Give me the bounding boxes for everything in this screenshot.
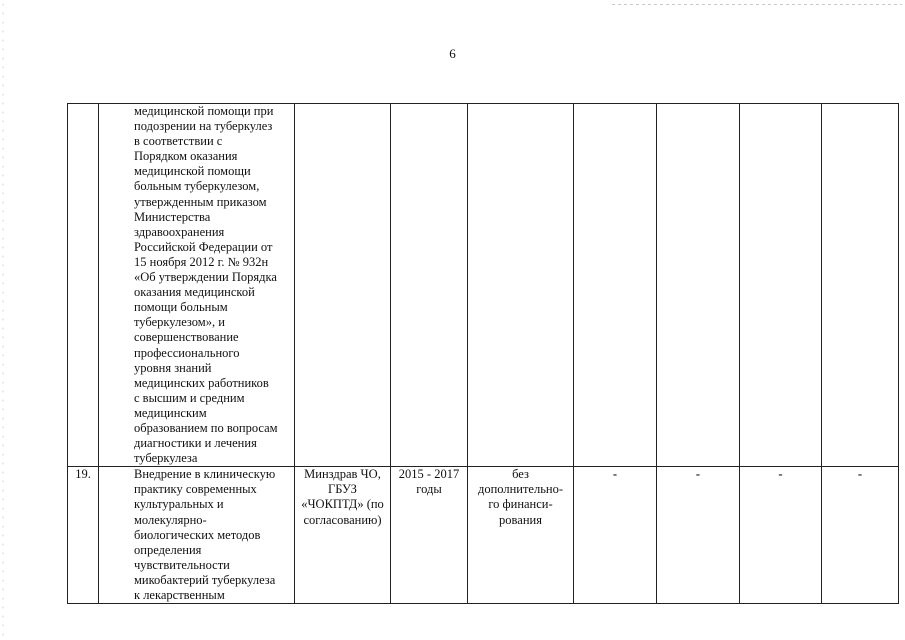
table-row — [68, 104, 899, 467]
scan-top-rule — [612, 4, 902, 5]
period-cell — [391, 104, 468, 467]
table-row — [68, 467, 899, 604]
page-number: 6 — [449, 46, 456, 61]
financing-cell: без дополнительно- го финанси- рования — [468, 467, 574, 604]
financing-cell — [468, 104, 574, 467]
scan-edge-artifact — [0, 0, 8, 640]
row-number — [68, 104, 99, 467]
row-number: 19. — [68, 467, 99, 604]
value-cell — [574, 104, 657, 467]
value-cell: - — [822, 467, 899, 604]
measure-description: медицинской помощи при подозрении на туберкулез в соответствии с Порядком оказания медицинской помощи больным туберкулезом, утвержденным приказом Министерства здравоохранения Российской Федерации от 15 ноября 2012 г. № 932н «Об утверждении Порядка оказания медицинской помощи больным туберкулезом», и совершенствование профессионального уровня знаний медицинских работников с высшим и средним медицинским образованием по вопросам диагностики и лечения туберкулеза — [99, 104, 295, 467]
value-cell: - — [657, 467, 740, 604]
value-cell — [657, 104, 740, 467]
value-cell — [740, 104, 822, 467]
period-cell: 2015 - 2017 годы — [391, 467, 468, 604]
executor-cell: Минздрав ЧО, ГБУЗ «ЧОКПТД» (по согласованию) — [295, 467, 391, 604]
value-cell: - — [574, 467, 657, 604]
measures-table — [67, 103, 899, 604]
executor-cell — [295, 104, 391, 467]
measure-description: Внедрение в клиническую практику современных культуральных и молекулярно- биологических методов определения чувствительности микобактерий туберкулеза к лекарственным — [99, 467, 295, 604]
value-cell — [822, 104, 899, 467]
value-cell: - — [740, 467, 822, 604]
